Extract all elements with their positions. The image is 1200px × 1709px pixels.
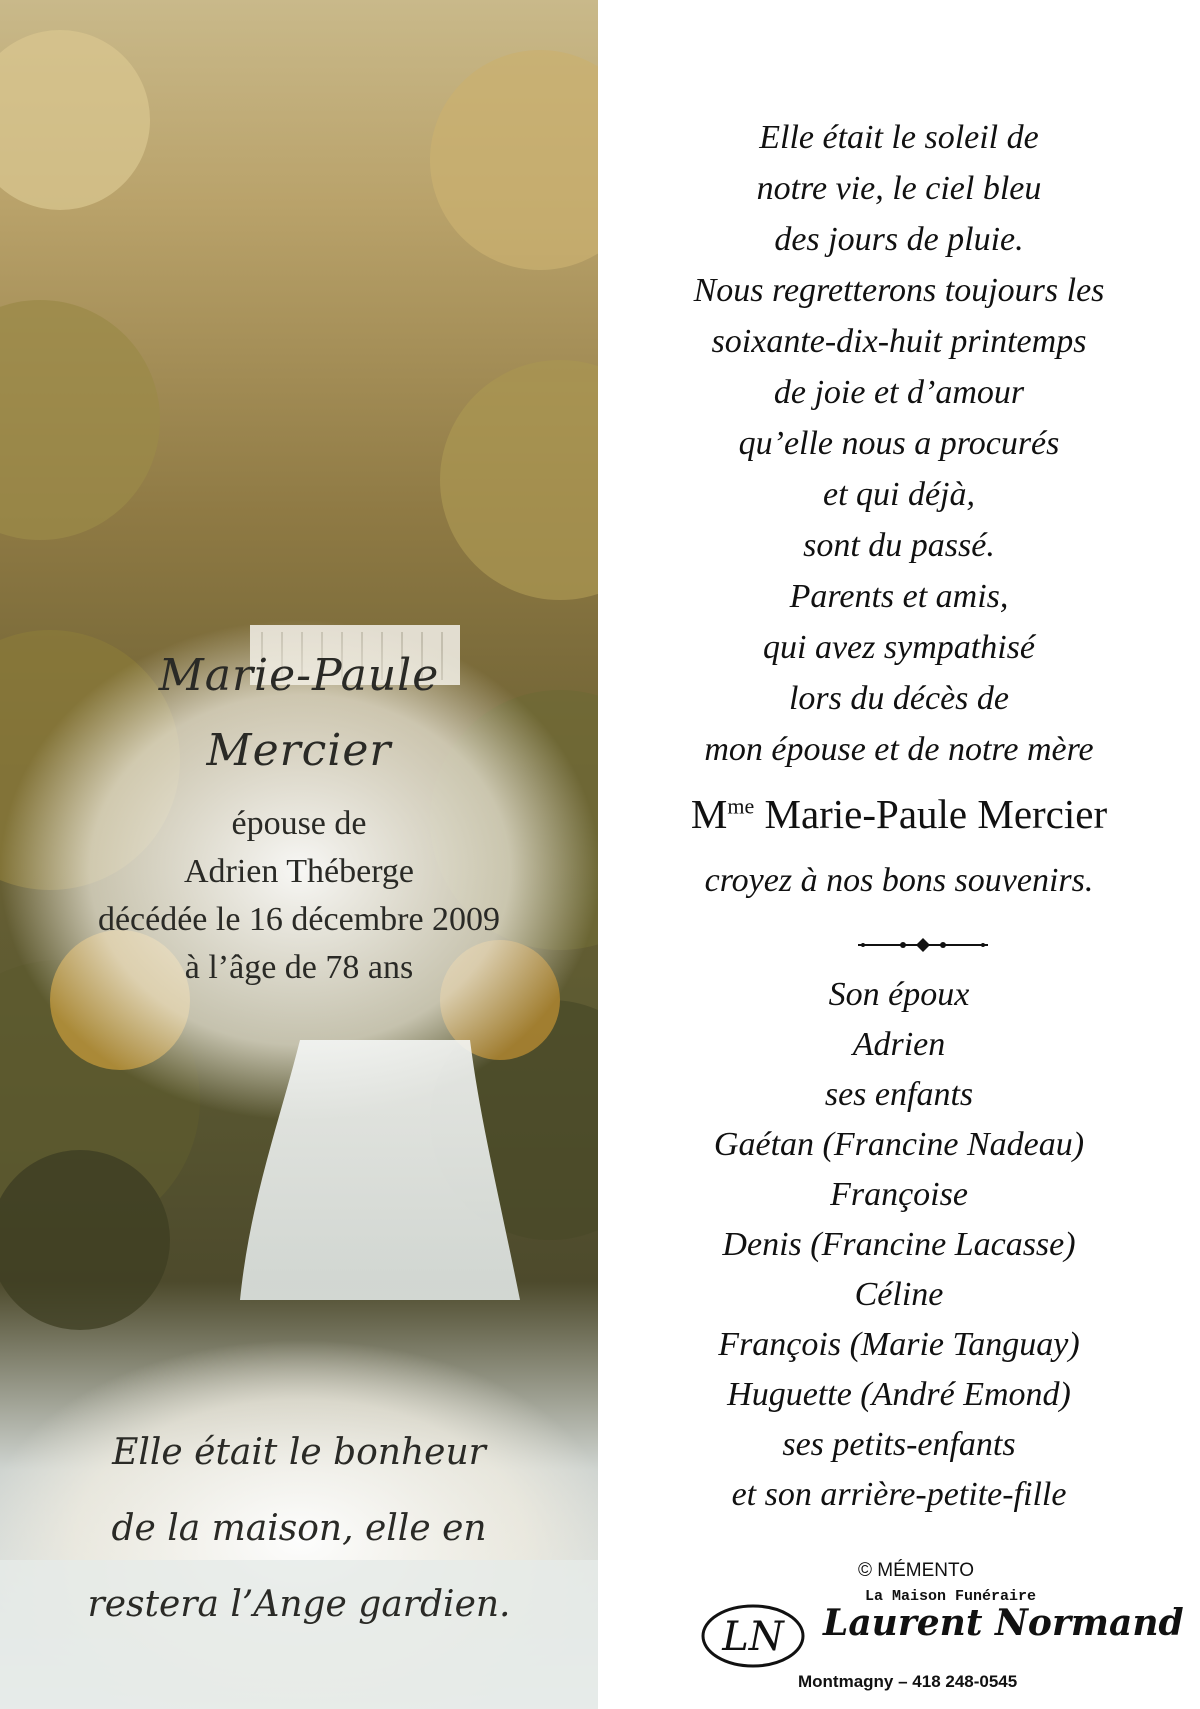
closing-line: croyez à nos bons souvenirs. xyxy=(704,862,1094,899)
info-line: à l’âge de 78 ans xyxy=(184,949,414,986)
family-line: Son époux xyxy=(828,976,970,1013)
deceased-name: Marie-Paule Mercier xyxy=(764,791,1108,837)
poem-line: Elle était le bonheur xyxy=(112,1432,486,1473)
deceased-first-name: Marie-Paule xyxy=(158,650,440,701)
left-poem xyxy=(0,1415,598,1643)
poem-line: Nous regretterons toujours les xyxy=(693,272,1105,309)
family-line: François (Marie Tanguay) xyxy=(718,1326,1080,1363)
poem-line: et qui déjà, xyxy=(822,476,976,513)
memento-credit: © MÉMENTO xyxy=(858,1560,975,1581)
memorial-left-panel xyxy=(0,0,598,1709)
family-list xyxy=(598,970,1200,1520)
poem-line: lors du décès de xyxy=(788,680,1009,717)
poem-line: notre vie, le ciel bleu xyxy=(756,170,1042,207)
family-line: Françoise xyxy=(830,1176,968,1213)
funeral-home-contact: Montmagny – 418 248-0545 xyxy=(798,1672,1018,1691)
family-line: Huguette (André Emond) xyxy=(727,1376,1071,1413)
poem-line: Elle était le soleil de xyxy=(759,119,1039,156)
poem-line: Parents et amis, xyxy=(789,578,1009,615)
info-line: décédée le 16 décembre 2009 xyxy=(97,901,501,938)
info-line: Adrien Théberge xyxy=(183,853,415,890)
poem-line: des jours de pluie. xyxy=(774,221,1024,258)
poem-line: de joie et d’amour xyxy=(773,374,1025,411)
family-line: ses petits-enfants xyxy=(782,1426,1016,1463)
honorific: $M^{me}$ xyxy=(690,791,755,837)
family-line: Denis (Francine Lacasse) xyxy=(722,1226,1076,1263)
poem-line: qui avez sympathisé xyxy=(763,629,1035,666)
poem-line: mon épouse et de notre mère xyxy=(704,731,1094,768)
family-line: Céline xyxy=(854,1276,944,1313)
deceased-full-name xyxy=(598,790,1200,838)
funeral-home-name: Laurent Normand xyxy=(823,1602,1184,1644)
family-line: Adrien xyxy=(852,1026,946,1063)
poem-line: soixante-dix-huit printemps xyxy=(711,323,1087,360)
family-line: Gaétan (Francine Nadeau) xyxy=(713,1126,1085,1163)
poem-line: sont du passé. xyxy=(803,527,995,564)
funeral-home-label: La Maison Funéraire xyxy=(865,1588,1037,1605)
memorial-right-panel xyxy=(598,0,1200,1709)
svg-text:LN: LN xyxy=(722,1614,784,1660)
right-poem xyxy=(598,112,1200,775)
family-line: ses enfants xyxy=(824,1076,974,1113)
ornament-divider-icon xyxy=(858,935,988,955)
info-line: épouse de xyxy=(231,805,367,842)
poem-line: de la maison, elle en xyxy=(111,1508,487,1549)
family-line: et son arrière-petite-fille xyxy=(731,1476,1067,1513)
deceased-info xyxy=(0,800,598,992)
funeral-home-footer xyxy=(598,1560,1200,1700)
ln-logo-icon xyxy=(698,1600,808,1672)
poem-line: restera l’Ange gardien. xyxy=(87,1584,511,1625)
portrait-photo xyxy=(95,55,495,590)
poem-line: qu’elle nous a procurés xyxy=(738,425,1060,462)
deceased-last-name: Mercier xyxy=(206,725,392,776)
